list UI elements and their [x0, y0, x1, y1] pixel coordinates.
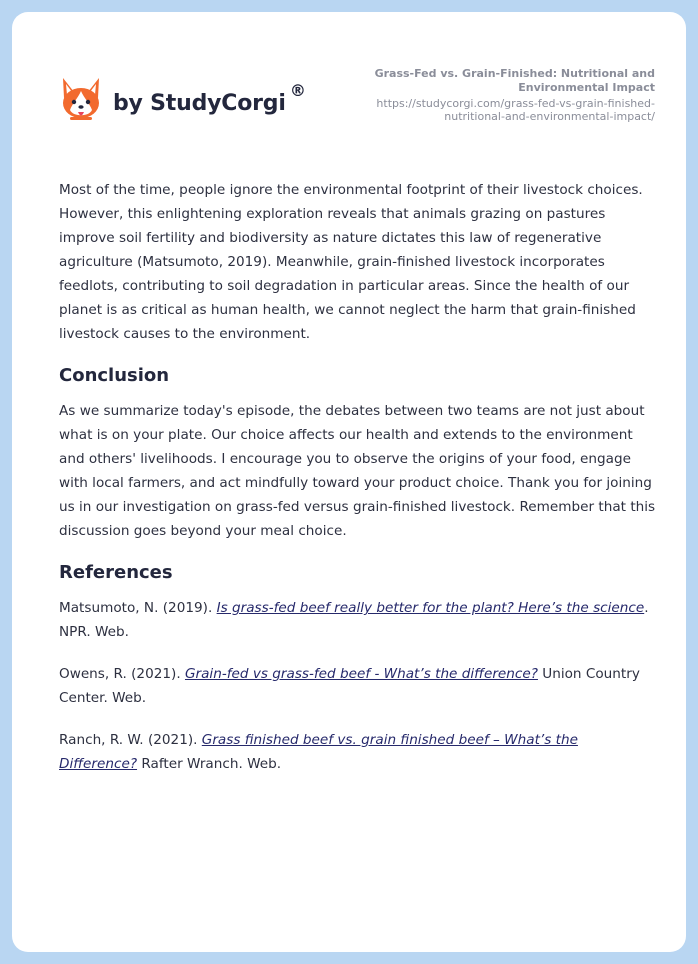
references-heading: References	[59, 562, 173, 583]
reference-link[interactable]: Is grass-fed beef really better for the plant? Here’s the science	[216, 600, 645, 616]
document-content	[59, 178, 657, 794]
reference-source: Rafter Wranch. Web.	[137, 756, 282, 772]
document-url[interactable]: https://studycorgi.com/grass-fed-vs-grain-finished-nutritional-and-environmental-impact/	[376, 97, 655, 123]
reference-item	[59, 662, 657, 710]
registered-mark: ®	[289, 80, 306, 100]
studycorgi-logo[interactable]	[60, 76, 306, 124]
reference-link[interactable]: Grain-fed vs grass-fed beef - What’s the difference?	[184, 666, 538, 682]
reference-author: Matsumoto, N. (2019).	[59, 600, 217, 616]
reference-item	[59, 596, 657, 644]
reference-author: Owens, R. (2021).	[59, 666, 185, 682]
conclusion-heading: Conclusion	[59, 365, 170, 386]
reference-author: Ranch, R. W. (2021).	[59, 732, 202, 748]
document-title: Grass-Fed vs. Grain-Finished: Nutritional and Environmental Impact	[374, 67, 655, 94]
reference-source: . NPR. Web.	[59, 600, 649, 640]
conclusion-paragraph: As we summarize today's episode, the debates between two teams are not just about what is on your plate. Our choice affects our health and extends to the environment and others' livelihoods. I encourage you to observe the origins of your food, engage with local farmers, and act mindfully toward your product choice. Thank you for joining us in our investigation on grass-fed versus grain-finished livestock. Remember that this discussion goes beyond your meal choice.	[59, 403, 656, 539]
reference-source: Union Country Center. Web.	[59, 666, 640, 706]
document-meta	[355, 67, 655, 123]
reference-link[interactable]: Grass finished beef vs. grain finished beef – What’s the Difference?	[59, 732, 578, 772]
corgi-logo-icon	[60, 76, 102, 124]
reference-item	[59, 728, 657, 776]
document-page	[12, 12, 686, 952]
brand-name: by StudyCorgi ®	[113, 80, 306, 116]
intro-paragraph: Most of the time, people ignore the environmental footprint of their livestock choices. However, this enlightening exploration reveals that animals grazing on pastures improve soil fertility and biodiversity as nature dictates this law of regenerative agriculture (Matsumoto, 2019). Meanwhile, grain-finished livestock incorporates feedlots, contributing to soil degradation in particular areas. Since the health of our planet is as critical as human health, we cannot neglect the harm that grain-finished livestock causes to the environment.	[59, 182, 643, 342]
